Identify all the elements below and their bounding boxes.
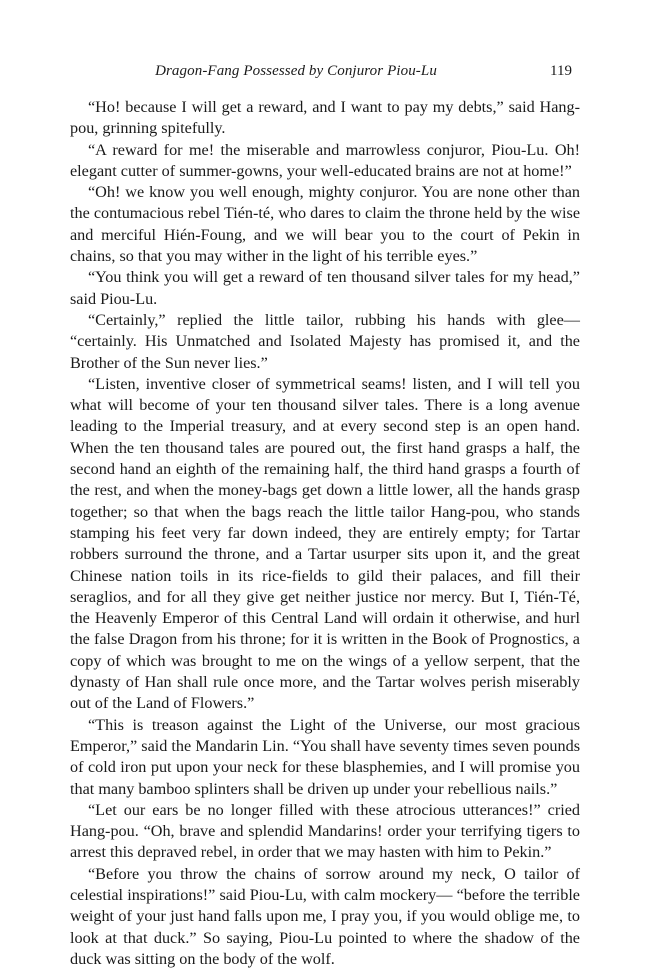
paragraph: “Let our ears be no longer filled with these atrocious utterances!” cried Hang-pou. “Oh, brave and splendid Mandarins! order your terrifying tigers to arrest this depraved rebel, in order that we may hasten with him to Pekin.”	[70, 800, 580, 862]
paragraph: “A reward for me! the miserable and marrowless conjuror, Piou-Lu. Oh! elegant cutter of summer-gowns, your well-educated brains are not at home!”	[70, 140, 580, 180]
paragraph: “This is treason against the Light of the Universe, our most gracious Emperor,” said the Mandarin Lin. “You shall have seventy times seven pounds of cold iron put upon your neck for these blasphemies, and I will promise you that many bamboo splinters shall be driven up under your rebellious nails.”	[70, 715, 580, 798]
body-text	[70, 97, 580, 970]
paragraph: “Certainly,” replied the little tailor, rubbing his hands with glee— “certainly. His Unmatched and Isolated Majesty has promised it, and the Brother of the Sun never lies.”	[70, 310, 580, 372]
paragraph: “Oh! we know you well enough, mighty conjuror. You are none other than the contumacious rebel Tién-té, who dares to claim the throne held by the wise and merciful Hién-Foung, and we will bear you to the court of Pekin in chains, so that you may wither in the light of his terrible eyes.”	[70, 183, 580, 266]
running-title: Dragon-Fang Possessed by Conjuror Piou-Lu	[155, 63, 437, 79]
paragraph: “Listen, inventive closer of symmetrical seams! listen, and I will tell you what will become of your ten thousand silver tales. There is a long avenue leading to the Imperial treasury, and at every second step is an open hand. When the ten thousand tales are poured out, the first hand grasps a half, the second hand an eighth of the remaining half, the third hand grasps a fourth of the rest, and when the money-bags get down a little lower, all the hands grasp together; so that when the bags reach the little tailor Hang-pou, who stands stamping his feet very far down indeed, they are entirely empty; for Tartar robbers surround the throne, and a Tartar usurper sits upon it, and the great Chinese nation toils in its rice-fields to gild their palaces, and fill their seraglios, and for all they give get neither justice nor mercy. But I, Tién-Té, the Heavenly Emperor of this Central Land will ordain it otherwise, and hurl the false Dragon from his throne; for it is written in the Book of Prognostics, a copy of which was brought to me on the wings of a yellow serpent, that the dynasty of Han shall rule once more, and the Tartar wolves perish miserably out of the Land of Flowers.”	[70, 374, 580, 713]
paragraph: “You think you will get a reward of ten thousand silver tales for my head,” said Piou-Lu.	[70, 268, 580, 308]
running-header	[70, 63, 580, 85]
paragraph: “Before you throw the chains of sorrow around my neck, O tailor of celestial inspirations!” said Piou-Lu, with calm mockery— “before the terrible weight of your just hand falls upon me, I pray you, if you would oblige me, to look at that duck.” So saying, Piou-Lu pointed to where the shadow of the duck was sitting on the body of the wolf.	[70, 864, 580, 968]
paragraph: “Ho! because I will get a reward, and I want to pay my debts,” said Hang-pou, grinning spitefully.	[70, 98, 580, 138]
page-number: 119	[550, 63, 572, 79]
